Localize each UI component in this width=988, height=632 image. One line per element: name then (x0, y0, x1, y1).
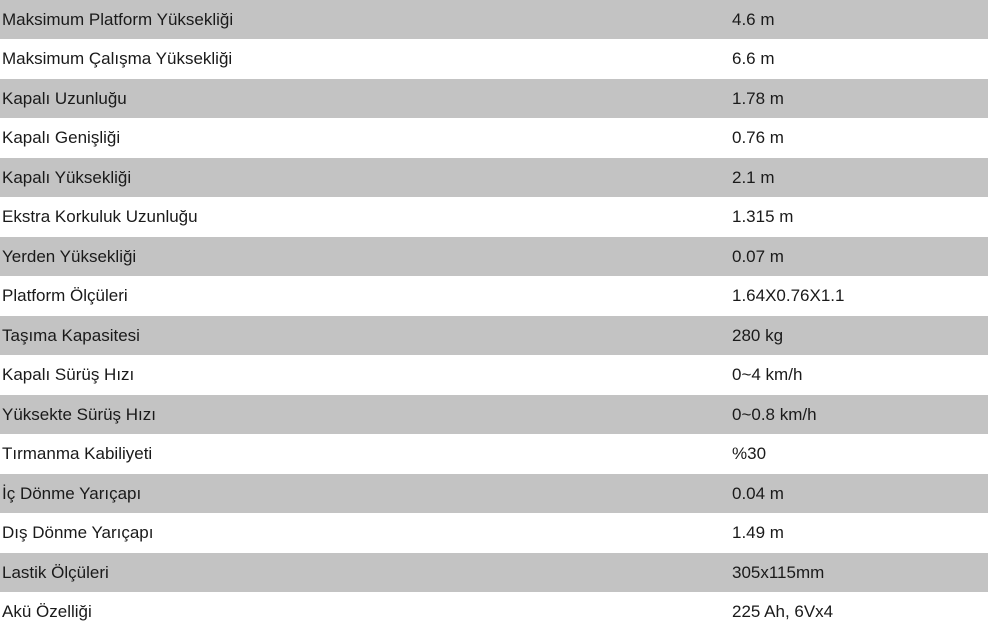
spec-label: Yerden Yüksekliği (0, 237, 730, 277)
spec-value: 0~4 km/h (730, 355, 988, 395)
spec-value: 305x115mm (730, 553, 988, 593)
spec-label: Lastik Ölçüleri (0, 553, 730, 593)
table-row (0, 79, 988, 119)
spec-value: 2.1 m (730, 158, 988, 198)
spec-label: Ekstra Korkuluk Uzunluğu (0, 197, 730, 237)
spec-value: 1.315 m (730, 197, 988, 237)
table-row (0, 118, 988, 158)
spec-value: 0.04 m (730, 474, 988, 514)
spec-label: Kapalı Uzunluğu (0, 79, 730, 119)
table-row (0, 592, 988, 632)
table-row (0, 434, 988, 474)
spec-label: Dış Dönme Yarıçapı (0, 513, 730, 553)
spec-label: Platform Ölçüleri (0, 276, 730, 316)
table-row (0, 355, 988, 395)
table-row (0, 39, 988, 79)
table-row (0, 276, 988, 316)
spec-label: Taşıma Kapasitesi (0, 316, 730, 356)
spec-label: Yüksekte Sürüş Hızı (0, 395, 730, 435)
table-row (0, 513, 988, 553)
spec-value: 1.64X0.76X1.1 (730, 276, 988, 316)
table-row (0, 316, 988, 356)
spec-value: 6.6 m (730, 39, 988, 79)
spec-label: Maksimum Platform Yüksekliği (0, 0, 730, 39)
spec-label: Akü Özelliği (0, 592, 730, 632)
table-row (0, 237, 988, 277)
spec-value: %30 (730, 434, 988, 474)
table-row (0, 158, 988, 198)
spec-label: Maksimum Çalışma Yüksekliği (0, 39, 730, 79)
spec-label: Kapalı Yüksekliği (0, 158, 730, 198)
spec-label: Kapalı Genişliği (0, 118, 730, 158)
spec-label: İç Dönme Yarıçapı (0, 474, 730, 514)
spec-value: 0.76 m (730, 118, 988, 158)
table-row (0, 553, 988, 593)
spec-value: 0~0.8 km/h (730, 395, 988, 435)
table-row (0, 395, 988, 435)
table-row (0, 0, 988, 39)
spec-value: 1.49 m (730, 513, 988, 553)
spec-value: 280 kg (730, 316, 988, 356)
table-row (0, 474, 988, 514)
spec-value: 4.6 m (730, 0, 988, 39)
spec-label: Tırmanma Kabiliyeti (0, 434, 730, 474)
spec-value: 0.07 m (730, 237, 988, 277)
table-row (0, 197, 988, 237)
spec-label: Kapalı Sürüş Hızı (0, 355, 730, 395)
spec-value: 1.78 m (730, 79, 988, 119)
spec-value: 225 Ah, 6Vx4 (730, 592, 988, 632)
